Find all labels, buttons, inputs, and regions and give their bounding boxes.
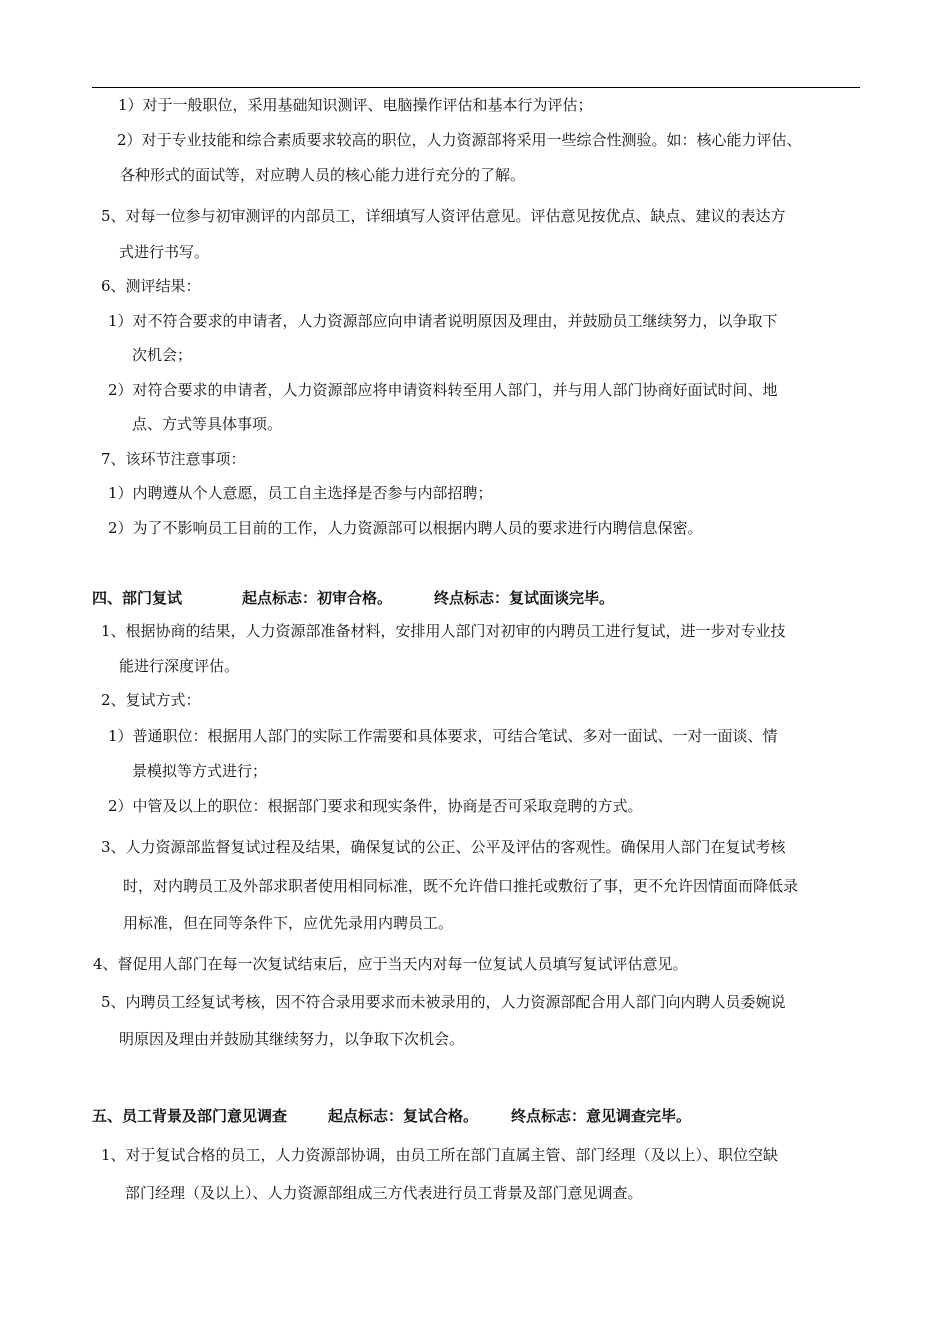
paragraph-line: 1）普通职位：根据用人部门的实际工作需要和具体要求，可结合笔试、多对一面试、一对一面谈、情	[108, 727, 778, 745]
paragraph-line: 3、人力资源部监督复试过程及结果，确保复试的公正、公平及评估的客观性。确保用人部门在复试考核	[101, 838, 786, 856]
paragraph-line: 2）为了不影响员工目前的工作，人力资源部可以根据内聘人员的要求进行内聘信息保密。	[108, 519, 703, 537]
paragraph-line: 7、该环节注意事项：	[101, 450, 246, 468]
paragraph-line: 部门经理（及以上）、人力资源部组成三方代表进行员工背景及部门意见调查。	[125, 1184, 643, 1202]
paragraph-line: 1、对于复试合格的员工，人力资源部协调，由员工所在部门直属主管、部门经理（及以上）、职位空缺	[101, 1146, 779, 1164]
paragraph-line: 明原因及理由并鼓励其继续努力，以争取下次机会。	[119, 1030, 465, 1048]
section-end: 终点标志：复试面谈完毕。	[434, 589, 615, 607]
paragraph-line: 1）内聘遵从个人意愿，员工自主选择是否参与内部招聘；	[108, 484, 493, 502]
section-start: 起点标志：复试合格。	[328, 1107, 479, 1125]
header-rule	[92, 87, 860, 88]
section-start: 起点标志：初审合格。	[242, 589, 393, 607]
paragraph-line: 2）对于专业技能和综合素质要求较高的职位，人力资源部将采用一些综合性测验。如：核心能力评估、	[117, 131, 802, 149]
paragraph-line: 点、方式等具体事项。	[132, 415, 283, 433]
paragraph-line: 2、复试方式：	[101, 691, 201, 709]
paragraph-line: 用标准，但在同等条件下，应优先录用内聘员工。	[123, 914, 454, 932]
section-title: 五、员工背景及部门意见调查	[92, 1107, 288, 1125]
paragraph-line: 能进行深度评估。	[119, 657, 240, 675]
paragraph-line: 4、督促用人部门在每一次复试结束后，应于当天内对每一位复试人员填写复试评估意见。	[93, 955, 688, 973]
paragraph-line: 时，对内聘员工及外部求职者使用相同标准，既不允许借口推托或敷衍了事，更不允许因情面而降低录	[123, 877, 799, 895]
paragraph-line: 2）中管及以上的职位：根据部门要求和现实条件，协商是否可采取竞聘的方式。	[108, 797, 643, 815]
paragraph-line: 次机会；	[132, 346, 193, 364]
paragraph-line: 5、对每一位参与初审测评的内部员工，详细填写人资评估意见。评估意见按优点、缺点、建议的表达方	[101, 207, 786, 225]
section-heading-5	[92, 1106, 852, 1126]
paragraph-line: 5、内聘员工经复试考核，因不符合录用要求而未被录用的，人力资源部配合用人部门向内聘人员委婉说	[101, 993, 786, 1011]
paragraph-line: 式进行书写。	[119, 243, 210, 261]
paragraph-line: 各种形式的面试等，对应聘人员的核心能力进行充分的了解。	[120, 166, 526, 184]
section-title: 四、部门复试	[92, 589, 183, 607]
paragraph-line: 1）对于一般职位，采用基础知识测评、电脑操作评估和基本行为评估；	[118, 96, 593, 114]
paragraph-line: 景模拟等方式进行；	[132, 762, 268, 780]
section-heading-4	[92, 588, 852, 608]
paragraph-line: 1、根据协商的结果，人力资源部准备材料，安排用人部门对初审的内聘员工进行复试，进一步对专业技	[101, 622, 786, 640]
section-end: 终点标志：意见调查完毕。	[511, 1107, 692, 1125]
paragraph-line: 6、测评结果：	[101, 277, 201, 295]
paragraph-line: 2）对符合要求的申请者，人力资源部应将申请资料转至用人部门，并与用人部门协商好面试时间、地	[108, 381, 778, 399]
paragraph-line: 1）对不符合要求的申请者，人力资源部应向申请者说明原因及理由，并鼓励员工继续努力，以争取下	[108, 312, 778, 330]
